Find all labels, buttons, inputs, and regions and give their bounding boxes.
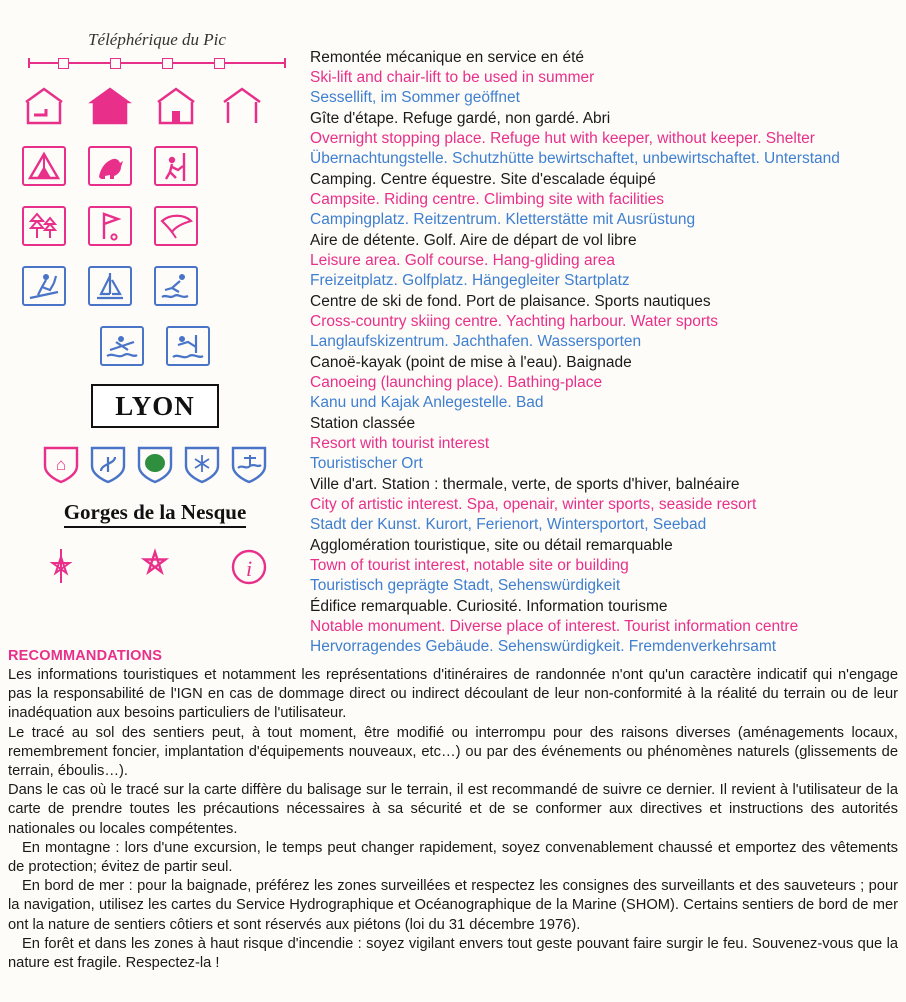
legend-en: Overnight stopping place. Refuge hut with keeper, without keeper. Shelter [310, 130, 815, 147]
campsite-icon [18, 142, 70, 190]
place-of-interest-icon [129, 543, 181, 591]
legend-de: Freizeitplatz. Golfplatz. Hängegleiter Startplatz [310, 272, 630, 289]
legend-en: Ski-lift and chair-lift to be used in summer [310, 69, 595, 86]
legend-fr: Station classée [310, 415, 416, 432]
green-resort-shield-icon [136, 444, 174, 484]
legend-en: City of artistic interest. Spa, openair, winter sports, seaside resort [310, 496, 757, 513]
recommendations-paragraph: Dans le cas où le tracé sur la carte diffère du balisage sur le terrain, il est recommandé de suivre ce dernier. Il revient à l'utilisateur de la carte de prendre toutes les précautions nécessaires à sa sécurité et de se conformer aux directives et instructions des autorités nationales ou locales compétentes. [8, 782, 898, 837]
climbing-site-icon [150, 142, 202, 190]
legend-de: Campingplatz. Reitzentrum. Kletterstätte mit Ausrüstung [310, 211, 696, 228]
legend-entry [310, 170, 900, 230]
legend-fr: Centre de ski de fond. Port de plaisance. Sports nautiques [310, 293, 711, 310]
notable-monument-icon [35, 543, 87, 591]
leisure-area-icon [18, 202, 70, 250]
spa-shield-icon [89, 444, 127, 484]
bathing-place-icon [162, 322, 214, 370]
icon-row-water-snow [10, 262, 300, 310]
legend-de: Stadt der Kunst. Kurort, Ferienort, Wintersportort, Seebad [310, 516, 707, 533]
legend-text-column [310, 48, 900, 658]
cross-country-skiing-icon [18, 262, 70, 310]
legend-en: Resort with tourist interest [310, 435, 490, 452]
legend-en: Campsite. Riding centre. Climbing site with facilities [310, 191, 665, 208]
recommendations-paragraph: Les informations touristiques et notamment les représentations d'itinéraires de randonnée n'ont qu'un caractère indicatif qui n'engage pas la responsabilité de l'IGN en cas de dommage direct ou indirect découlant de leur non-conformité à la réalité du terrain ou de leur inadéquation aux besoins particuliers de l'utilisateur. [8, 667, 898, 722]
legend-de: Touristisch geprägte Stadt, Sehenswürdigkeit [310, 577, 621, 594]
legend-fr: Camping. Centre équestre. Site d'escalade équipé [310, 171, 656, 188]
notable-site-sample [10, 500, 300, 525]
hang-gliding-icon [150, 202, 202, 250]
legend-fr: Gîte d'étape. Refuge gardé, non gardé. Abri [310, 110, 611, 127]
legend-entry [310, 353, 900, 413]
svg-text:⌂: ⌂ [55, 455, 67, 474]
legend-en: Town of tourist interest, notable site or building [310, 557, 629, 574]
legend-entry [310, 414, 900, 474]
town-name-sample: LYON [91, 384, 219, 428]
legend-fr: Ville d'art. Station : thermale, verte, de sports d'hiver, balnéaire [310, 476, 740, 493]
legend-entry [310, 292, 900, 352]
refuge-garde-icon [84, 82, 136, 130]
canoe-kayak-icon [96, 322, 148, 370]
abri-icon [216, 82, 268, 130]
legend-entry [310, 231, 900, 291]
icon-row-leisure [10, 202, 300, 250]
legend-de: Langlaufskizentrum. Jachthafen. Wassersporten [310, 333, 642, 350]
resort-shields-row [10, 444, 300, 484]
golf-course-icon [84, 202, 136, 250]
riding-centre-icon [84, 142, 136, 190]
seaside-resort-shield-icon [230, 444, 268, 484]
gorges-label: Gorges de la Nesque [64, 500, 247, 528]
gite-etape-icon [18, 82, 70, 130]
recommendations-paragraph: En forêt et dans les zones à haut risque d'incendie : soyez vigilant envers tout geste pouvant faire surgir le feu. Souvenez-vous que la nature est fragile. Respectez-la ! [8, 935, 898, 972]
station-classee-shield-icon [42, 444, 80, 484]
legend-fr: Édifice remarquable. Curiosité. Information tourisme [310, 598, 668, 615]
yachting-harbour-icon [84, 262, 136, 310]
icon-column [10, 30, 300, 591]
legend-entry [310, 536, 900, 596]
recommendations-section [8, 648, 898, 973]
icon-row-canoe-bathing [10, 322, 300, 370]
legend-en: Canoeing (launching place). Bathing-place [310, 374, 603, 391]
refuge-non-garde-icon [150, 82, 202, 130]
cable-car-title: Téléphérique du Pic [88, 30, 226, 49]
legend-entry [310, 475, 900, 535]
legend-fr: Canoë-kayak (point de mise à l'eau). Baignade [310, 354, 632, 371]
legend-en: Leisure area. Golf course. Hang-gliding area [310, 252, 616, 269]
legend-entry [310, 48, 900, 108]
legend-fr: Agglomération touristique, site ou détail remarquable [310, 537, 673, 554]
legend-entry [310, 109, 900, 169]
icon-row-monuments [10, 543, 300, 591]
legend-en: Notable monument. Diverse place of interest. Tourist information centre [310, 618, 799, 635]
legend-de: Sessellift, im Sommer geöffnet [310, 89, 520, 106]
legend-fr: Aire de détente. Golf. Aire de départ de vol libre [310, 232, 637, 249]
cable-car-symbol [28, 56, 286, 70]
tourist-information-icon [223, 543, 275, 591]
winter-sports-shield-icon [183, 444, 221, 484]
recommendations-title: RECOMMANDATIONS [8, 648, 163, 664]
icon-row-accommodation [10, 82, 300, 130]
recommendations-paragraph: En montagne : lors d'une excursion, le temps peut changer rapidement, soyez convenablement chaussé et emportez des vêtements de protection; évitez de partir seul. [8, 839, 898, 876]
recommendations-paragraph: En bord de mer : pour la baignade, préférez les zones surveillées et respectez les consignes des surveillants et des sauveteurs ; pour la navigation, utilisez les cartes du Service Hydrographique et Océanographique de la Marine (SHOM). Certains sentiers de bord de mer ont la nature de sentiers côtiers et sont réservés aux piétons (loi du 31 décembre 1976). [8, 878, 898, 933]
legend-en: Cross-country skiing centre. Yachting harbour. Water sports [310, 313, 719, 330]
legend-de: Hervorragendes Gebäude. Sehenswürdigkeit. Fremdenverkehrsamt [310, 638, 777, 655]
legend-fr: Remontée mécanique en service en été [310, 49, 584, 66]
legend-de: Kanu und Kajak Anlegestelle. Bad [310, 394, 544, 411]
legend-de: Touristischer Ort [310, 455, 423, 472]
svg-text:i: i [245, 556, 253, 581]
icon-row-camping [10, 142, 300, 190]
recommendations-paragraph: Le tracé au sol des sentiers peut, à tout moment, être modifié ou interrompu pour des raisons diverses (aménagements locaux, remembrement foncier, implantation d'équipements nouveaux, etc…) ou par des événements ou phénomènes naturels (glissements de terrain, éboulis…). [8, 724, 898, 780]
water-sports-icon [150, 262, 202, 310]
legend-de: Übernachtungstelle. Schutzhütte bewirtschaftet, unbewirtschaftet. Unterstand [310, 150, 840, 167]
